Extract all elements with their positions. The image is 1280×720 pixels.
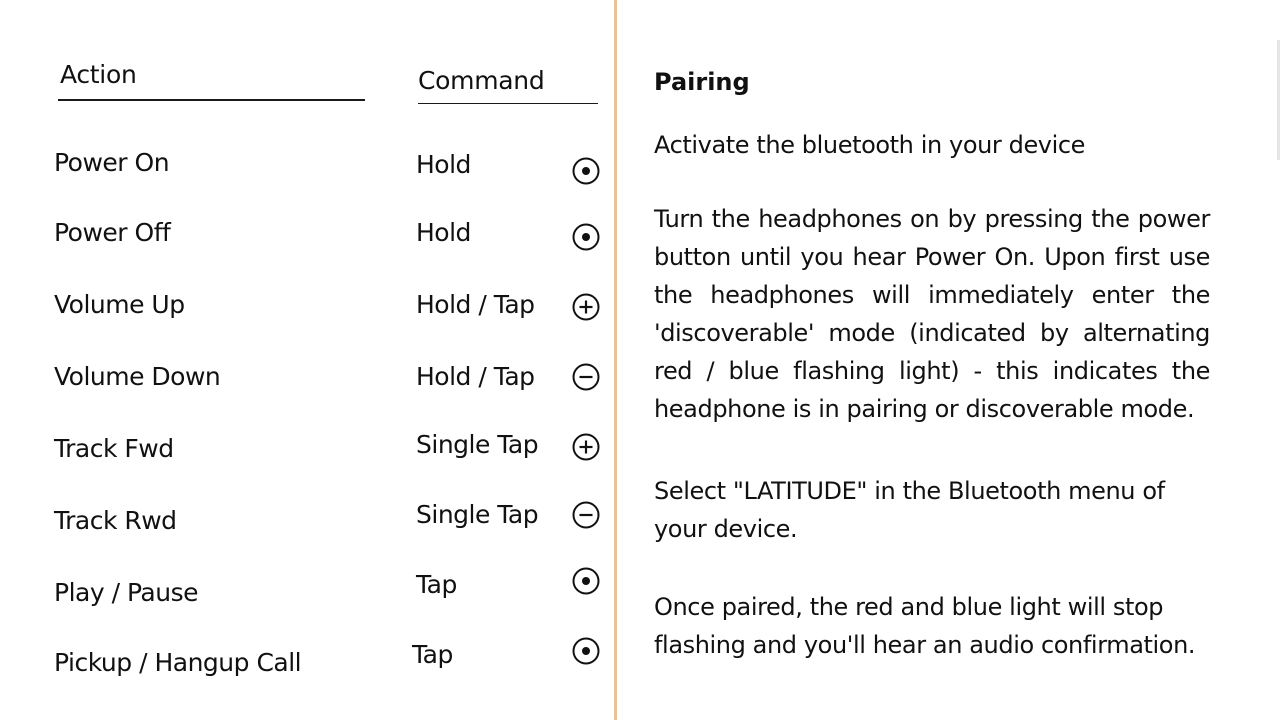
command-label: Tap [412, 640, 453, 669]
power-button-icon [571, 566, 601, 596]
action-label: Track Fwd [54, 434, 174, 463]
header-command-underline [418, 103, 598, 104]
power-button-icon [571, 222, 601, 252]
minus-circle-icon [571, 500, 601, 530]
action-label: Play / Pause [54, 578, 198, 607]
action-label: Pickup / Hangup Call [54, 648, 302, 677]
table-row [0, 500, 610, 546]
command-label: Hold [416, 150, 471, 179]
pairing-heading: Pairing [654, 68, 750, 96]
header-command: Command [418, 66, 545, 95]
pairing-step-1: Activate the bluetooth in your device [654, 131, 1086, 159]
command-label: Hold / Tap [416, 362, 535, 391]
action-label: Track Rwd [54, 506, 177, 535]
pairing-step-3: Select "LATITUDE" in the Bluetooth menu of your device. [654, 477, 1165, 543]
table-row [0, 290, 610, 330]
pairing-step-2: Turn the headphones on by pressing the power button until you hear Power On. Upon first use the headphones will immediately enter the 'discoverable' mode (indicated by alternating red / blue flashing light) - this indicates the headphone is in pairing or discoverable mode. [654, 205, 1210, 423]
command-label: Single Tap [416, 500, 539, 529]
power-button-icon [571, 636, 601, 666]
table-row [0, 218, 610, 258]
table-row [0, 148, 610, 188]
action-label: Volume Down [54, 362, 221, 391]
power-button-icon [571, 156, 601, 186]
table-row [0, 640, 610, 688]
minus-circle-icon [571, 362, 601, 392]
action-label: Power On [54, 148, 170, 177]
command-label: Single Tap [416, 430, 539, 459]
action-label: Volume Up [54, 290, 185, 319]
command-label: Hold / Tap [416, 290, 535, 319]
plus-circle-icon [571, 292, 601, 322]
table-row [0, 570, 610, 618]
command-label: Hold [416, 218, 471, 247]
table-row [0, 362, 610, 402]
header-action-underline [58, 99, 365, 101]
command-label: Tap [416, 570, 457, 599]
action-label: Power Off [54, 218, 171, 247]
header-action: Action [60, 60, 137, 89]
table-row [0, 430, 610, 474]
column-divider [614, 0, 617, 720]
pairing-step-4: Once paired, the red and blue light will stop flashing and you'll hear an audio confirmation. [654, 593, 1196, 659]
plus-circle-icon [571, 432, 601, 462]
